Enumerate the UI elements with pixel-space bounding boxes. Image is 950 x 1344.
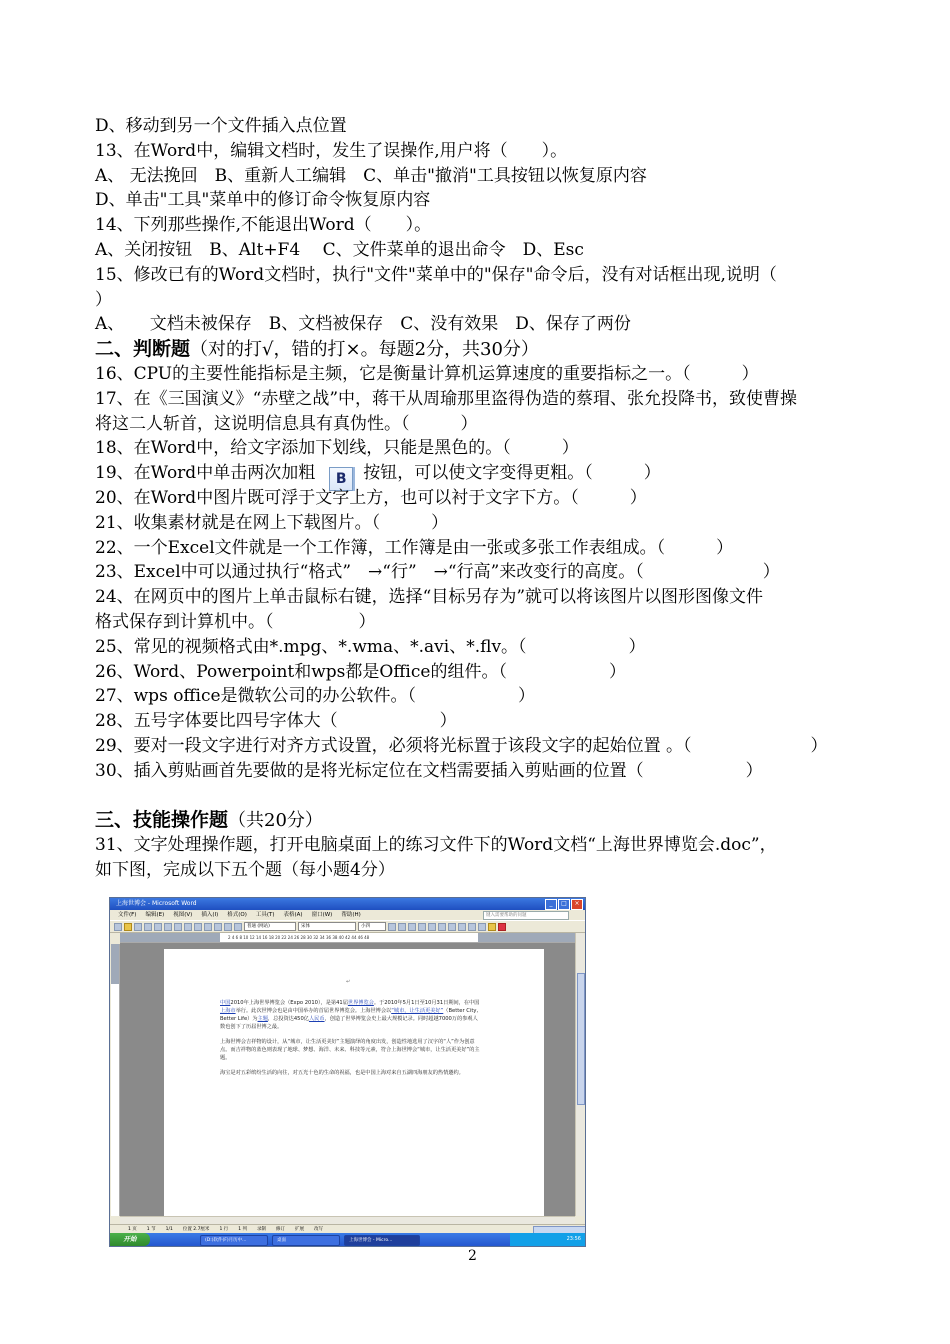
- justify-icon[interactable]: [448, 923, 456, 931]
- link-theme-slogan[interactable]: “城市，让生活更美好”: [391, 1008, 444, 1014]
- text-run: ，创造了世界博览会史上最大规模记录。同时超越7000万的参观人数也创下了历届世博之最。: [220, 1016, 478, 1030]
- bullets-icon[interactable]: [468, 923, 476, 931]
- status-line: 1 行: [219, 1227, 229, 1232]
- status-section: 1 节: [146, 1227, 156, 1232]
- taskbar-item[interactable]: (D:)软件(F)月历中...: [200, 1235, 268, 1246]
- title-bar: [110, 898, 585, 910]
- paragraph-mark-icon: ↵: [346, 979, 351, 985]
- status-ext[interactable]: 扩展: [295, 1227, 305, 1232]
- close-icon[interactable]: ×: [571, 899, 583, 910]
- text-line: 格式保存到计算机中。（ ）: [95, 611, 376, 632]
- link-expo[interactable]: 世界博览会: [347, 1000, 374, 1006]
- text-line: 31、文字处理操作题，打开电脑桌面上的练习文件下的Word文档“上海世界博览会.doc”，: [95, 835, 777, 856]
- horizontal-ruler[interactable]: [120, 933, 575, 943]
- status-ovr[interactable]: 改写: [314, 1227, 324, 1232]
- align-right-icon[interactable]: [438, 923, 446, 931]
- horizontal-scrollbar[interactable]: [120, 1216, 575, 1224]
- undo-icon[interactable]: [204, 923, 212, 931]
- font-select[interactable]: 宋体: [298, 922, 356, 931]
- status-rec[interactable]: 录制: [257, 1227, 267, 1232]
- size-select[interactable]: 小四: [358, 922, 386, 931]
- text-line: 17、在《三国演义》“赤壁之战”中，蒋干从周瑜那里盗得伪造的蔡瑁、张允投降书，致使曹操: [95, 388, 798, 409]
- vruler-margin: [111, 944, 119, 984]
- paragraph-3: 海宝是对五彩缤纷生活的向往，对五光十色的生命的祝福，也是中国上海对来自五湖四海朋友的热情邀约。: [220, 1070, 464, 1076]
- document-text: [220, 999, 480, 1084]
- bold-icon: B: [329, 467, 353, 491]
- menu-format[interactable]: 格式(O): [227, 912, 247, 918]
- italic-icon[interactable]: [398, 923, 406, 931]
- text-line: 23、Excel中可以通过执行“格式” →“行” →“行高”来改变行的高度。（ ）: [95, 562, 780, 583]
- taskbar: [110, 1233, 585, 1246]
- text-line: A、关闭按钮 B、Alt+F4 C、文件菜单的退出命令 D、Esc: [95, 239, 584, 260]
- taskbar-item-active[interactable]: 上海世博会 - Micro...: [344, 1235, 420, 1246]
- menu-bar: [110, 910, 585, 920]
- section-heading: [95, 337, 860, 362]
- menu-tools[interactable]: 工具(T): [255, 912, 275, 918]
- text-line: 18、在Word中，给文字添加下划线，只能是黑色的。（ ）: [95, 438, 579, 459]
- text-line: 24、在网页中的图片上单击鼠标右键，选择“目标另存为”就可以将该图片以图形图像文件: [95, 587, 764, 608]
- text-line: 将这二人斩首，这说明信息具有真伪性。（ ）: [95, 413, 478, 434]
- link-shanghai[interactable]: 上海市: [220, 1008, 236, 1014]
- text-line: 30、插入剪贴画首先要做的是将光标定位在文档需要插入剪贴画的位置（ ）: [95, 760, 763, 781]
- status-trk[interactable]: 修订: [276, 1227, 286, 1232]
- document-area[interactable]: [120, 943, 575, 1216]
- status-pages: 1/1: [165, 1227, 173, 1232]
- highlight-icon[interactable]: [488, 923, 496, 931]
- table-icon[interactable]: [224, 923, 232, 931]
- text-run: （Better City, Better Life）为: [220, 1008, 479, 1022]
- text-line: 26、Word、Powerpoint和wps都是Office的组件。（ ）: [95, 661, 626, 682]
- link-china[interactable]: 中国: [220, 1000, 231, 1006]
- paragraph-2: 上海世博会吉祥物的设计，从“城市，让生活更美好”主题演绎的角度出发，创造性地选用了汉字的“人”作为创意点。而吉祥物的蓝色则表现了地球、梦想、海洋、未来、科技等元素，符合上海世博会“城市，让生活更美好”的主题。: [220, 1039, 480, 1061]
- question-lines: [95, 114, 860, 883]
- document-page-preview[interactable]: [164, 949, 544, 1217]
- system-clock: 23:56: [510, 1233, 585, 1246]
- text-line: ）: [95, 289, 112, 310]
- window-controls: [545, 899, 583, 910]
- status-column: 1 列: [238, 1227, 248, 1232]
- preview-icon[interactable]: [154, 923, 162, 931]
- link-theme[interactable]: 主题: [257, 1016, 268, 1022]
- window-title: 上海世博会 - Microsoft Word: [116, 900, 197, 907]
- text-line: 28、五号字体要比四号字体大（ ）: [95, 711, 457, 732]
- taskbar-item[interactable]: 桌面: [272, 1235, 340, 1246]
- align-center-icon[interactable]: [428, 923, 436, 931]
- text-line: [95, 461, 860, 486]
- section-note: （共20分）: [228, 810, 323, 832]
- blank-line: [95, 784, 860, 809]
- paragraph-1: [220, 999, 480, 1031]
- spell-icon[interactable]: [164, 923, 172, 931]
- font-color-icon[interactable]: [498, 923, 506, 931]
- text-line: 15、修改已有的Word文档时，执行"文件"菜单中的"保存"命令后，没有对话框出现,说明（: [95, 264, 777, 285]
- text-line: 25、常见的视频格式由*.mpg、*.wma、*.avi、*.flv。（ ）: [95, 636, 646, 657]
- text-line: 16、CPU的主要性能指标是主频，它是衡量计算机运算速度的重要指标之一。（ ）: [95, 363, 759, 384]
- menu-view[interactable]: 视图(V): [173, 912, 193, 918]
- text-line: 如下图，完成以下五个题（每小题4分）: [95, 859, 395, 880]
- menu-insert[interactable]: 插入(I): [201, 912, 219, 918]
- minimize-icon[interactable]: _: [545, 899, 557, 910]
- text-line: D、移动到另一个文件插入点位置: [95, 116, 347, 136]
- numbering-icon[interactable]: [458, 923, 466, 931]
- align-left-icon[interactable]: [418, 923, 426, 931]
- redo-icon[interactable]: [214, 923, 222, 931]
- text-run: ，总投资达450亿: [267, 1016, 309, 1022]
- columns-icon[interactable]: [234, 923, 242, 931]
- bold-toolbar-icon[interactable]: [388, 923, 396, 931]
- text-line: A、 文档未被保存 B、文档被保存 C、没有效果 D、保存了两份: [95, 314, 631, 335]
- ruler-margin-right: [478, 933, 575, 942]
- start-button[interactable]: 开始: [110, 1233, 150, 1246]
- text-run: 举行。此次世博会也是由中国举办的首届世界博览会。上海世博会以: [235, 1008, 392, 1014]
- ruler-margin-left: [120, 933, 220, 942]
- word-screenshot: [109, 897, 586, 1247]
- vertical-scrollbar[interactable]: [575, 933, 584, 1216]
- ruler-marks: 2 4 6 8 10 12 14 16 18 20 22 24 26 28 30 32 34 36 38 40 42 44 46 48: [228, 935, 370, 940]
- text-line: 14、下列那些操作,不能退出Word（ ）。: [95, 215, 432, 236]
- text-line: 29、要对一段文字进行对齐方式设置，必须将光标置于该段文字的起始位置 。（ ）: [95, 735, 828, 756]
- text-line: 21、收集素材就是在网上下载图片。（ ）: [95, 512, 449, 533]
- text-run: 。于2010年5月1日至10月31日期间，在中国: [373, 1000, 480, 1006]
- status-page: 1 页: [128, 1227, 137, 1232]
- style-select[interactable]: 普通 (网站): [244, 922, 296, 931]
- text-line: 22、一个Excel文件就是一个工作簿，工作簿是由一张或多张工作表组成。（ ）: [95, 537, 734, 558]
- section-title: 三、技能操作题: [95, 809, 229, 832]
- open-icon[interactable]: [124, 923, 132, 931]
- page-number: 2: [468, 1248, 477, 1264]
- help-search-input[interactable]: 键入需要帮助的问题: [483, 911, 569, 920]
- menu-table[interactable]: 表格(A): [283, 912, 303, 918]
- q19-before: 19、在Word中单击两次加粗: [95, 463, 316, 484]
- q19-after: 按钮，可以使文字变得更粗。（ ）: [363, 463, 661, 484]
- indent-icon[interactable]: [478, 923, 486, 931]
- menu-edit[interactable]: 编辑(E): [145, 912, 165, 918]
- paste-icon[interactable]: [194, 923, 202, 931]
- save-icon[interactable]: [134, 923, 142, 931]
- print-icon[interactable]: [144, 923, 152, 931]
- text-line: A、 无法挽回 B、重新人工编辑 C、单击"撤消"工具按钮以恢复原内容: [95, 165, 647, 186]
- menu-window[interactable]: 窗口(W): [311, 912, 333, 918]
- text-line: D、单击"工具"菜单中的修订命令恢复原内容: [95, 190, 431, 211]
- menu-help[interactable]: 帮助(H): [341, 912, 361, 918]
- section-heading: [95, 808, 860, 833]
- link-rmb[interactable]: 人民币: [308, 1016, 325, 1022]
- underline-icon[interactable]: [408, 923, 416, 931]
- text-line: 20、在Word中图片既可浮于文字上方，也可以衬于文字下方。（ ）: [95, 487, 647, 508]
- new-icon[interactable]: [114, 923, 122, 931]
- menu-file[interactable]: 文件(F): [118, 912, 137, 918]
- status-position: 位置 2.7厘米: [182, 1227, 210, 1232]
- copy-icon[interactable]: [184, 923, 192, 931]
- maximize-icon[interactable]: □: [558, 899, 570, 910]
- cut-icon[interactable]: [174, 923, 182, 931]
- text-line: 27、wps office是微软公司的办公软件。（ ）: [95, 686, 536, 707]
- text-run: 2010年上海世界博览会（Expo 2010），是第41届: [230, 1000, 348, 1006]
- section-title: 二、判断题: [95, 338, 191, 361]
- toolbar: [110, 920, 585, 933]
- vertical-ruler[interactable]: [111, 944, 120, 1216]
- scrollbar-thumb[interactable]: [577, 973, 585, 1105]
- section-note: （对的打√，错的打×。每题2分，共30分）: [190, 339, 539, 361]
- text-line: 13、在Word中，编辑文档时，发生了误操作,用户将（ ）。: [95, 140, 568, 161]
